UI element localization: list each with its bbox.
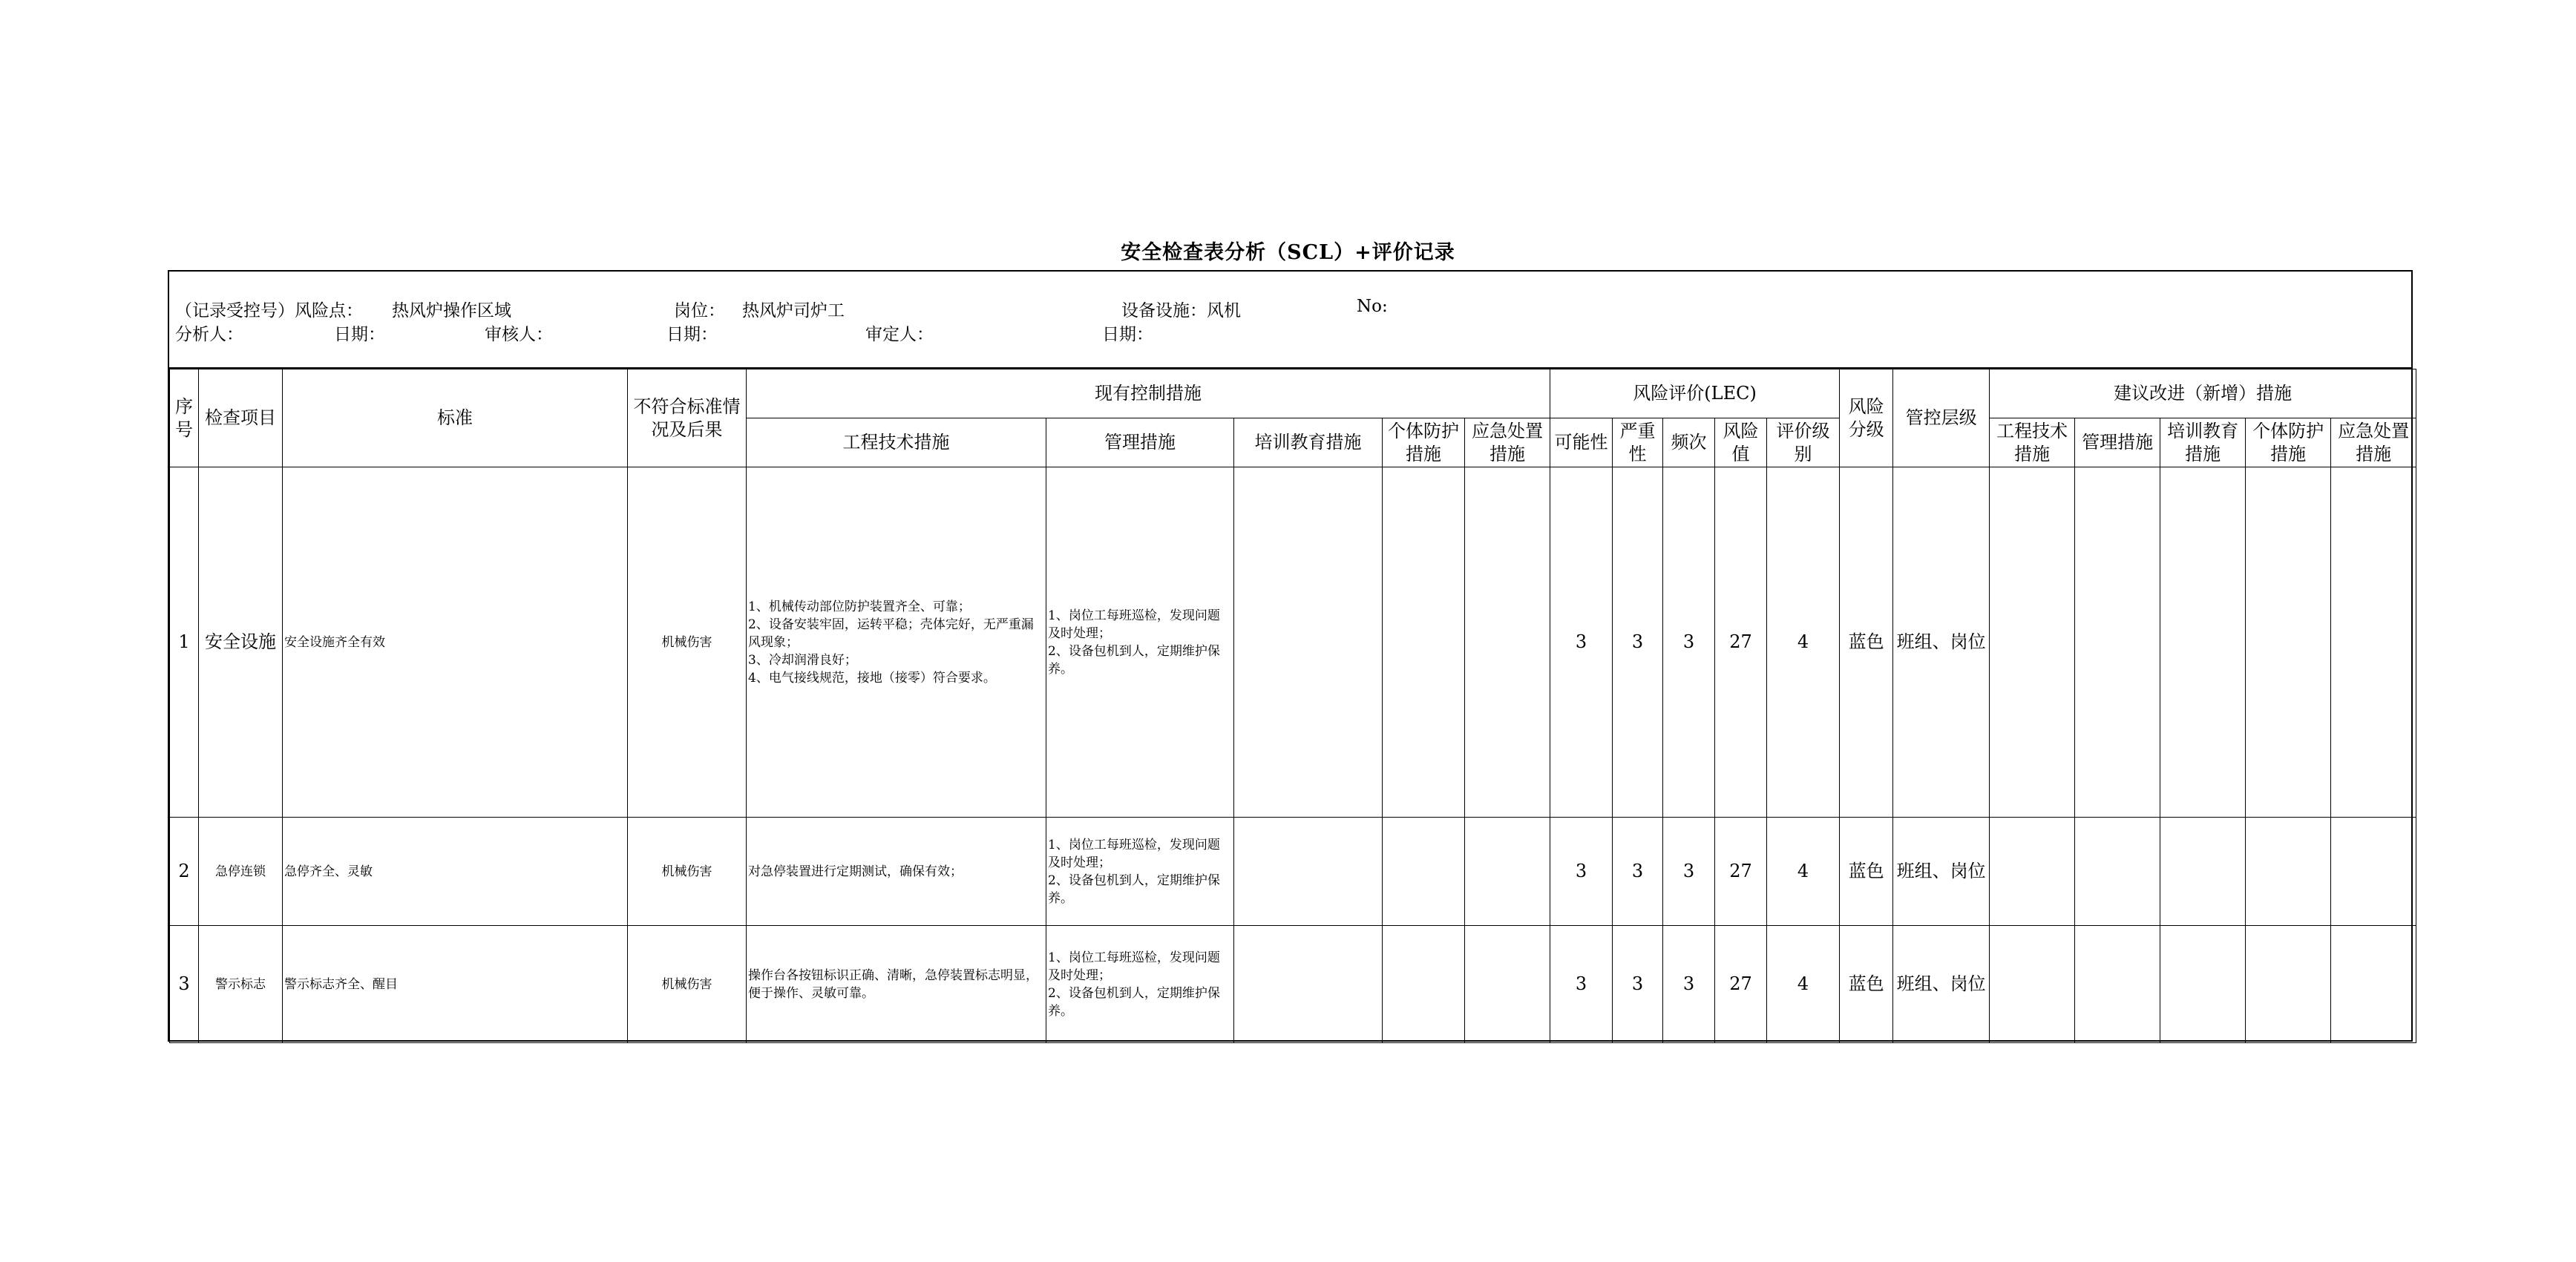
row-s-training [2160, 926, 2246, 1043]
row-emergency [1465, 818, 1550, 926]
header-standard: 标准 [283, 369, 628, 467]
header-frequency: 频次 [1663, 418, 1715, 467]
row-severity: 3 [1613, 926, 1663, 1043]
row-standard: 急停齐全、灵敏 [283, 818, 628, 926]
row-s-ppe [2246, 467, 2331, 818]
equipment-value: 设备设施：风机 [1121, 301, 1241, 321]
row-likelihood: 3 [1550, 818, 1613, 926]
row-severity: 3 [1613, 818, 1663, 926]
header-item: 检查项目 [199, 369, 283, 467]
table-row [170, 818, 2416, 926]
post-value: 热风炉司炉工 [742, 301, 845, 321]
header-s-emergency: 应急处置措施 [2331, 418, 2416, 467]
row-s-ppe [2246, 818, 2331, 926]
reviewer-label: 审核人： [485, 325, 553, 344]
row-item: 安全设施 [199, 467, 283, 818]
row-frequency: 3 [1663, 926, 1715, 1043]
header-s-eng: 工程技术措施 [1990, 418, 2075, 467]
row-s-training [2160, 818, 2246, 926]
header-existing-measures: 现有控制措施 [747, 369, 1550, 418]
row-control-level: 班组、岗位 [1893, 926, 1990, 1043]
row-mgmt-measures: 1、岗位工每班巡检，发现问题及时处理； 2、设备包机到人，定期维护保养。 [1046, 467, 1234, 818]
header-s-ppe: 个体防护措施 [2246, 418, 2331, 467]
header-s-mgmt: 管理措施 [2075, 418, 2160, 467]
header-risk-grade: 风险分级 [1840, 369, 1893, 467]
header-training: 培训教育措施 [1234, 418, 1383, 467]
row-risk-grade: 蓝色 [1840, 818, 1893, 926]
row-risk-grade: 蓝色 [1840, 926, 1893, 1043]
row-training [1234, 467, 1383, 818]
row-mgmt-measures: 1、岗位工每班巡检，发现问题及时处理； 2、设备包机到人，定期维护保养。 [1046, 926, 1234, 1043]
header-likelihood: 可能性 [1550, 418, 1613, 467]
row-ppe [1383, 467, 1465, 818]
row-eng-measures: 对急停装置进行定期测试，确保有效； [747, 818, 1046, 926]
table-row [170, 926, 2416, 1043]
scl-sheet [168, 270, 2413, 1042]
row-likelihood: 3 [1550, 926, 1613, 1043]
header-seq: 序号 [170, 369, 199, 467]
header-nonconform: 不符合标准情 况及后果 [628, 369, 747, 467]
row-risk-value: 27 [1715, 818, 1767, 926]
page-title: 安全检查表分析（SCL）+评价记录 [1121, 241, 1455, 264]
row-item: 急停连锁 [199, 818, 283, 926]
header-control-level: 管控层级 [1893, 369, 1990, 467]
row-eval-level: 4 [1767, 926, 1840, 1043]
row-ppe [1383, 818, 1465, 926]
scl-table [169, 369, 2416, 1043]
row-frequency: 3 [1663, 818, 1715, 926]
row-consequence: 机械伤害 [628, 467, 747, 818]
row-s-ppe [2246, 926, 2331, 1043]
row-seq: 1 [170, 467, 199, 818]
row-emergency [1465, 926, 1550, 1043]
header-eng: 工程技术措施 [747, 418, 1046, 467]
header-severity: 严重性 [1613, 418, 1663, 467]
row-consequence: 机械伤害 [628, 818, 747, 926]
header-suggested-measures: 建议改进（新增）措施 [1990, 369, 2416, 418]
row-ppe [1383, 926, 1465, 1043]
row-s-mgmt [2075, 818, 2160, 926]
header-s-training: 培训教育措施 [2160, 418, 2246, 467]
header-lec: 风险评价(LEC) [1550, 369, 1840, 418]
header-risk-value: 风险值 [1715, 418, 1767, 467]
row-eval-level: 4 [1767, 818, 1840, 926]
approver-label: 审定人： [865, 325, 934, 344]
date1-label: 日期： [334, 325, 385, 344]
row-control-level: 班组、岗位 [1893, 818, 1990, 926]
header-mgmt: 管理措施 [1046, 418, 1234, 467]
header-emergency: 应急处置措施 [1465, 418, 1550, 467]
row-s-mgmt [2075, 467, 2160, 818]
row-s-eng [1990, 467, 2075, 818]
row-s-eng [1990, 926, 2075, 1043]
row-control-level: 班组、岗位 [1893, 467, 1990, 818]
row-frequency: 3 [1663, 467, 1715, 818]
row-s-emergency [2331, 926, 2416, 1043]
row-seq: 2 [170, 818, 199, 926]
row-s-emergency [2331, 467, 2416, 818]
row-likelihood: 3 [1550, 467, 1613, 818]
row-eng-measures: 1、机械传动部位防护装置齐全、可靠； 2、设备安装牢固，运转平稳；壳体完好，无严重漏风现象； 3、冷却润滑良好； 4、电气接线规范，接地（接零）符合要求。 [747, 467, 1046, 818]
row-mgmt-measures: 1、岗位工每班巡检，发现问题及时处理； 2、设备包机到人，定期维护保养。 [1046, 818, 1234, 926]
row-s-mgmt [2075, 926, 2160, 1043]
row-item: 警示标志 [199, 926, 283, 1043]
table-row [170, 467, 2416, 818]
row-training [1234, 926, 1383, 1043]
header-eval-level: 评价级别 [1767, 418, 1840, 467]
row-standard: 警示标志齐全、醒目 [283, 926, 628, 1043]
analyst-label: 分析人： [175, 325, 243, 344]
date3-label: 日期： [1102, 325, 1153, 344]
row-risk-value: 27 [1715, 467, 1767, 818]
row-s-emergency [2331, 818, 2416, 926]
header-ppe: 个体防护措施 [1383, 418, 1465, 467]
row-eval-level: 4 [1767, 467, 1840, 818]
row-s-eng [1990, 818, 2075, 926]
no-label: No: [1357, 297, 1388, 316]
row-consequence: 机械伤害 [628, 926, 747, 1043]
record-no-label: （记录受控号）风险点： [175, 301, 363, 321]
row-severity: 3 [1613, 467, 1663, 818]
row-standard: 安全设施齐全有效 [283, 467, 628, 818]
row-seq: 3 [170, 926, 199, 1043]
row-training [1234, 818, 1383, 926]
row-emergency [1465, 467, 1550, 818]
risk-point-value: 热风炉操作区域 [392, 301, 511, 321]
row-risk-grade: 蓝色 [1840, 467, 1893, 818]
info-block [169, 272, 2411, 369]
row-eng-measures: 操作台各按钮标识正确、清晰，急停装置标志明显，便于操作、灵敏可靠。 [747, 926, 1046, 1043]
row-s-training [2160, 467, 2246, 818]
date2-label: 日期： [666, 325, 718, 344]
row-risk-value: 27 [1715, 926, 1767, 1043]
post-label: 岗位： [674, 301, 725, 321]
